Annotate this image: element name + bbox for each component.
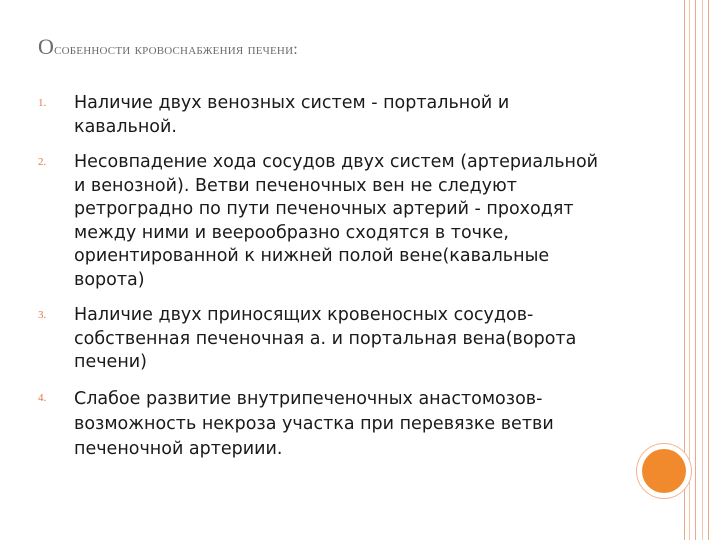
title-first-letter: О — [38, 34, 55, 59]
frame-line — [689, 0, 690, 540]
list-item — [38, 92, 608, 139]
decorative-circle — [642, 449, 686, 493]
list-item-text: Наличие двух венозных систем - портальной и кавальной. — [74, 93, 510, 137]
title-rest: собенности кровоснабжения печени: — [54, 41, 298, 58]
frame-line — [684, 0, 685, 540]
list-item-number: 1. — [38, 97, 47, 109]
frame-line — [695, 0, 696, 540]
list-item — [38, 151, 608, 292]
list-item-text: Наличие двух приносящих кровеносных сосудов- собственная печеночная а. и портальная вена(ворота печени) — [74, 305, 577, 372]
frame-line — [708, 0, 709, 540]
list-item-text: Несовпадение хода сосудов двух систем (артериальной и венозной). Ветви печеночных вен не следуют ретроградно по пути печеночных артерий - проходят между ними и веерообразно сходятся в точке, ориентированной к нижней полой вене(кавальные ворота) — [74, 152, 599, 290]
list-item — [38, 304, 608, 375]
list-item-number: 4. — [38, 391, 47, 404]
frame-line — [702, 0, 703, 540]
slide-title — [38, 34, 298, 60]
list-item-number: 3. — [38, 309, 47, 321]
list-item-text: Слабое развитие внутрипеченочных анастомозов- возможность некроза участка при перевязке ветви печеночной артериии. — [74, 388, 554, 459]
list-item — [38, 387, 608, 462]
list-item-number: 2. — [38, 156, 47, 168]
numbered-list — [38, 92, 608, 474]
